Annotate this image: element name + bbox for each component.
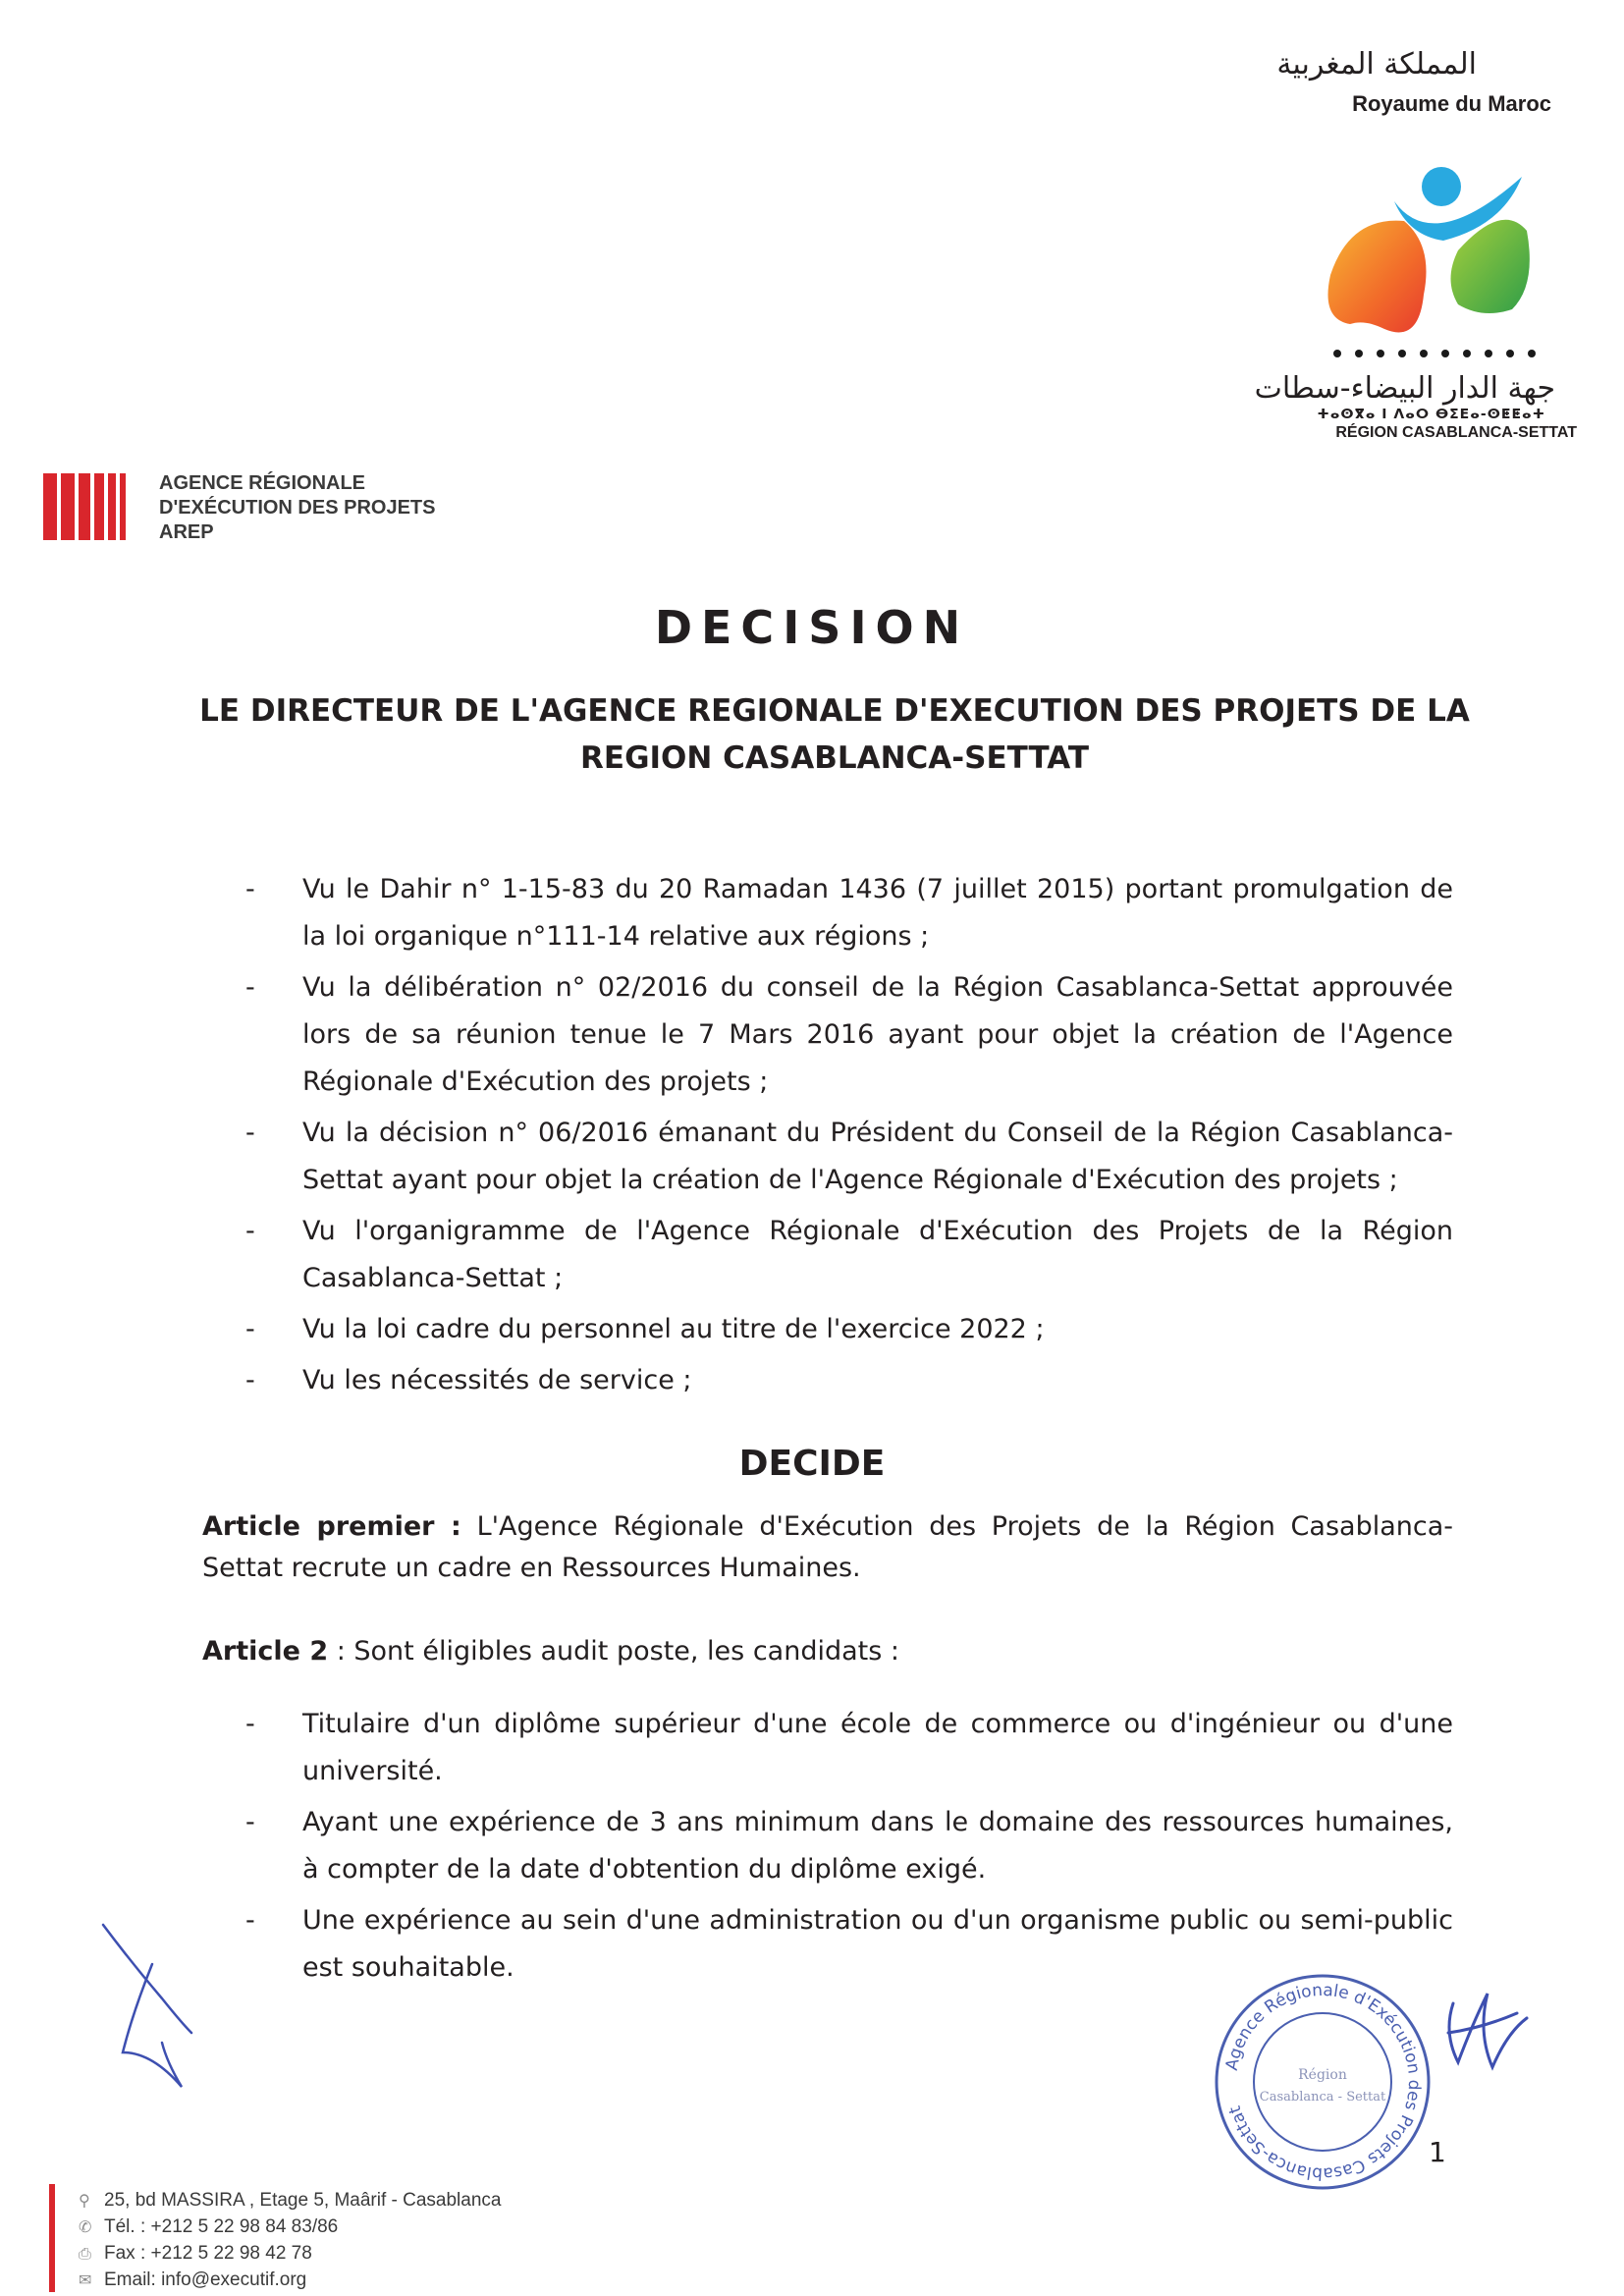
agency-line-2: D'EXÉCUTION DES PROJETS xyxy=(159,497,436,519)
stamp-ring-text: Agence Régionale d'Exécution des Projets Casablanca-Settat xyxy=(1221,1980,1425,2184)
article-1 xyxy=(202,1506,1453,1589)
list-item-text: Une expérience au sein d'une administration ou d'un organisme public ou semi-public est souhaitable. xyxy=(302,1905,1453,1983)
footer-email: : info@executif.org xyxy=(150,2269,307,2290)
footer-address-row xyxy=(79,2188,501,2214)
list-item-text: Vu les nécessités de service ; xyxy=(302,1365,692,1395)
page-number: 1 xyxy=(1429,2136,1446,2168)
criteria-list xyxy=(245,1701,1453,1995)
footer-email-row xyxy=(79,2268,501,2294)
stamp-center-line-1: Région xyxy=(1298,2067,1347,2083)
region-name-french: RÉGION CASABLANCA-SETTAT xyxy=(1335,424,1577,441)
list-item-text: Ayant une expérience de 3 ans minimum dans le domaine des ressources humaines, à compter de la date d'obtention du diplôme exigé. xyxy=(302,1807,1453,1885)
region-name-tifinagh: ⵜⴰⵙⴳⴰ ⵏ ⴷⴰⵔ ⴱⵉⴹⴰ-ⵙⵟⵟⴰⵜ xyxy=(1317,407,1545,422)
footer-tel: : +212 5 22 98 84 83/86 xyxy=(139,2216,339,2237)
list-item-text: Titulaire d'un diplôme supérieur d'une école de commerce ou d'ingénieur ou d'une université. xyxy=(302,1709,1453,1786)
list-item: - Vu la délibération n° 02/2016 du conseil de la Région Casablanca-Settat approuvée lors de sa réunion tenue le 7 Mars 2016 ayant pour objet la création de l'Agence Régionale d'Exécution des projets ; xyxy=(245,972,1453,1097)
list-item: - Une expérience au sein d'une administration ou d'un organisme public ou semi-public est souhaitable. xyxy=(245,1905,1453,1983)
agency-name xyxy=(159,471,435,545)
list-item-text: Vu l'organigramme de l'Agence Régionale d'Exécution des Projets de la Région Casablanca-Settat ; xyxy=(302,1216,1453,1293)
region-name-arabic: جهة الدار البيضاء-سطات xyxy=(1254,371,1555,406)
list-item: - Vu la décision n° 06/2016 émanant du Président du Conseil de la Région Casablanca-Settat ayant pour objet la création de l'Agence Régionale d'Exécution des projets ; xyxy=(245,1118,1453,1195)
list-item: - Vu le Dahir n° 1-15-83 du 20 Ramadan 1436 (7 juillet 2015) portant promulgation de la loi organique n°111-14 relative aux régions ; xyxy=(245,874,1453,952)
footer-fax-label: Fax xyxy=(104,2243,135,2264)
article-1-label: Article premier : xyxy=(202,1511,461,1542)
document-subtitle: LE DIRECTEUR DE L'AGENCE REGIONALE D'EXECUTION DES PROJETS DE LA REGION CASABLANCA-SETTAT xyxy=(199,693,1470,776)
initials-signature-left xyxy=(93,1905,201,2092)
phone-icon: ✆ xyxy=(79,2219,92,2236)
list-item: - Ayant une expérience de 3 ans minimum dans le domaine des ressources humaines, à compter de la date d'obtention du diplôme exigé. xyxy=(245,1807,1453,1885)
agency-line-3: AREP xyxy=(159,521,214,543)
email-icon: ✉ xyxy=(79,2272,92,2289)
article-2-label: Article 2 xyxy=(202,1636,329,1667)
stamp-center-line-2: Casablanca - Settat xyxy=(1259,2090,1386,2105)
article-1-text: L'Agence Régionale d'Exécution des Projets de la Région Casablanca-Settat recrute un cadre en Ressources Humaines. xyxy=(202,1511,1454,1583)
list-item-text: Vu la décision n° 06/2016 émanant du Président du Conseil de la Région Casablanca-Settat ayant pour objet la création de l'Agence Régionale d'Exécution des projets ; xyxy=(302,1118,1453,1195)
footer-contact xyxy=(79,2188,501,2294)
list-item: - Vu l'organigramme de l'Agence Régionale d'Exécution des Projets de la Région Casablanca-Settat ; xyxy=(245,1216,1453,1293)
article-2 xyxy=(202,1628,1453,1675)
agency-line-1: AGENCE RÉGIONALE xyxy=(159,472,366,494)
document-title: DECISION xyxy=(654,601,970,654)
official-stamp xyxy=(1210,1969,1435,2195)
location-icon: ⚲ xyxy=(79,2193,90,2210)
footer-fax: : +212 5 22 98 42 78 xyxy=(139,2243,312,2264)
signature-right xyxy=(1434,1974,1532,2082)
footer-email-label: Email xyxy=(104,2269,151,2290)
list-item: - Vu la loi cadre du personnel au titre de l'exercice 2022 ; xyxy=(245,1314,1045,1344)
footer-accent-bar xyxy=(49,2184,55,2292)
footer-fax-row xyxy=(79,2241,501,2268)
list-item: - Titulaire d'un diplôme supérieur d'une école de commerce ou d'ingénieur ou d'une université. xyxy=(245,1709,1453,1786)
list-item-text: Vu le Dahir n° 1-15-83 du 20 Ramadan 1436 (7 juillet 2015) portant promulgation de la loi organique n°111-14 relative aux régions ; xyxy=(302,874,1453,952)
list-item-text: Vu la délibération n° 02/2016 du conseil de la Région Casablanca-Settat approuvée lors de sa réunion tenue le 7 Mars 2016 ayant pour objet la création de l'Agence Régionale d'Exécution des projets ; xyxy=(302,972,1453,1097)
arep-logo-icon xyxy=(43,473,134,540)
footer-tel-label: Tél. xyxy=(104,2216,135,2237)
kingdom-arabic: المملكة المغربية xyxy=(1276,47,1477,82)
decide-heading: DECIDE xyxy=(738,1444,886,1484)
fax-icon: ⎙ xyxy=(79,2246,91,2263)
footer-tel-row xyxy=(79,2214,501,2241)
footer-address: 25, bd MASSIRA , Etage 5, Maârif - Casablanca xyxy=(104,2190,502,2211)
article-2-text: : Sont éligibles audit poste, les candidats : xyxy=(328,1636,899,1667)
list-item: - Vu les nécessités de service ; xyxy=(245,1365,692,1395)
list-item-text: Vu la loi cadre du personnel au titre de l'exercice 2022 ; xyxy=(302,1314,1045,1344)
considerations-list xyxy=(245,866,1453,1408)
kingdom-french: Royaume du Maroc xyxy=(1352,91,1551,116)
